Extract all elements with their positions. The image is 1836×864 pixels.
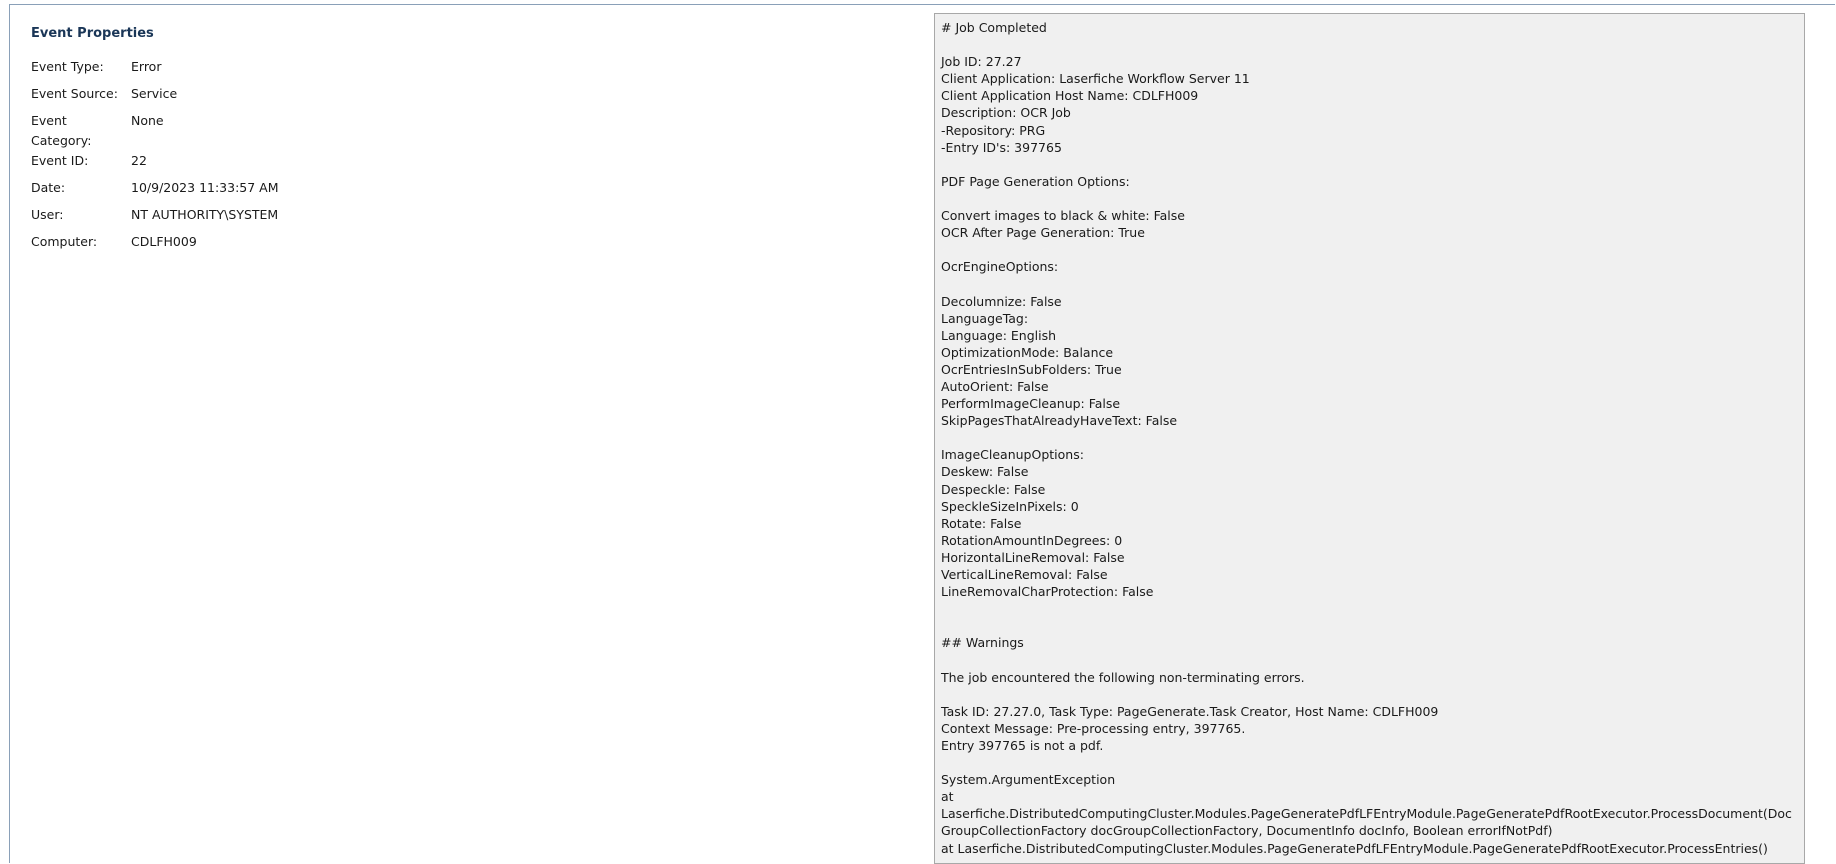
event-properties-window [9,4,1835,863]
property-label: Event ID: [31,153,89,168]
event-properties-panel [31,25,911,259]
property-value: Service [131,86,178,101]
event-description-text: # Job Completed Job ID: 27.27 Client Application: Laserfiche Workflow Server 11 Client Application Host Name: CDLFH009 Description: OCR Job -Repository: PRG -Entry ID's: 397765 PDF Page Generation Options: Convert images to black & white: False OCR After Page Generation: True OcrEngineOptions: Decolumnize: False LanguageTag: Language: English OptimizationMode: Balance OcrEntriesInSubFolders: True AutoOrient: False PerformImageCleanup: False SkipPagesThatAlreadyHaveText: False ImageCleanupOptions: Deskew: False Despeckle: False SpeckleSizeInPixels: 0 Rotate: False RotationAmountInDegrees: 0 HorizontalLineRemoval: False VerticalLineRemoval: False LineRemovalCharProtection: False ## Warnings The job encountered the following non-terminating errors. Task ID: 27.27.0, Task Type: PageGenerate.Task Creator, Host Name: CDLFH009 Context Message: Pre-processing entry, 397765. Entry 397765 is not a pdf. System.ArgumentException at Laserfiche.DistributedComputingCluster.Modules.PageGeneratePdfLFEntryModule.PageGeneratePdfRootExecutor.ProcessDocument(DocGroupCollectionFactory docGroupCollectionFactory, DocumentInfo docInfo, Boolean errorIfNotPdf) at Laserfiche.DistributedComputingCluster.Modules.PageGeneratePdfLFEntryModule.PageGeneratePdfRootExecutor.ProcessEntries() [941,20,1792,856]
property-value: Error [131,59,162,74]
property-row-date [31,178,279,205]
property-value: 22 [131,153,147,168]
property-label: User: [31,207,64,222]
property-row-event-category [31,111,279,151]
property-label: Computer: [31,234,98,249]
property-value: 10/9/2023 11:33:57 AM [131,180,279,195]
property-row-user [31,205,279,232]
property-label: Event Source: [31,86,118,101]
property-value: CDLFH009 [131,234,197,249]
panel-title: Event Properties [31,26,154,41]
property-value: NT AUTHORITY\SYSTEM [131,207,279,222]
property-row-event-id [31,151,279,178]
property-row-event-source [31,84,279,111]
property-value: None [131,113,164,128]
property-row-computer [31,232,279,259]
property-label: Event Category: [31,113,92,148]
property-label: Date: [31,180,66,195]
properties-table [31,57,279,259]
event-description-textbox[interactable] [934,13,1805,864]
property-label: Event Type: [31,59,104,74]
property-row-event-type [31,57,279,84]
